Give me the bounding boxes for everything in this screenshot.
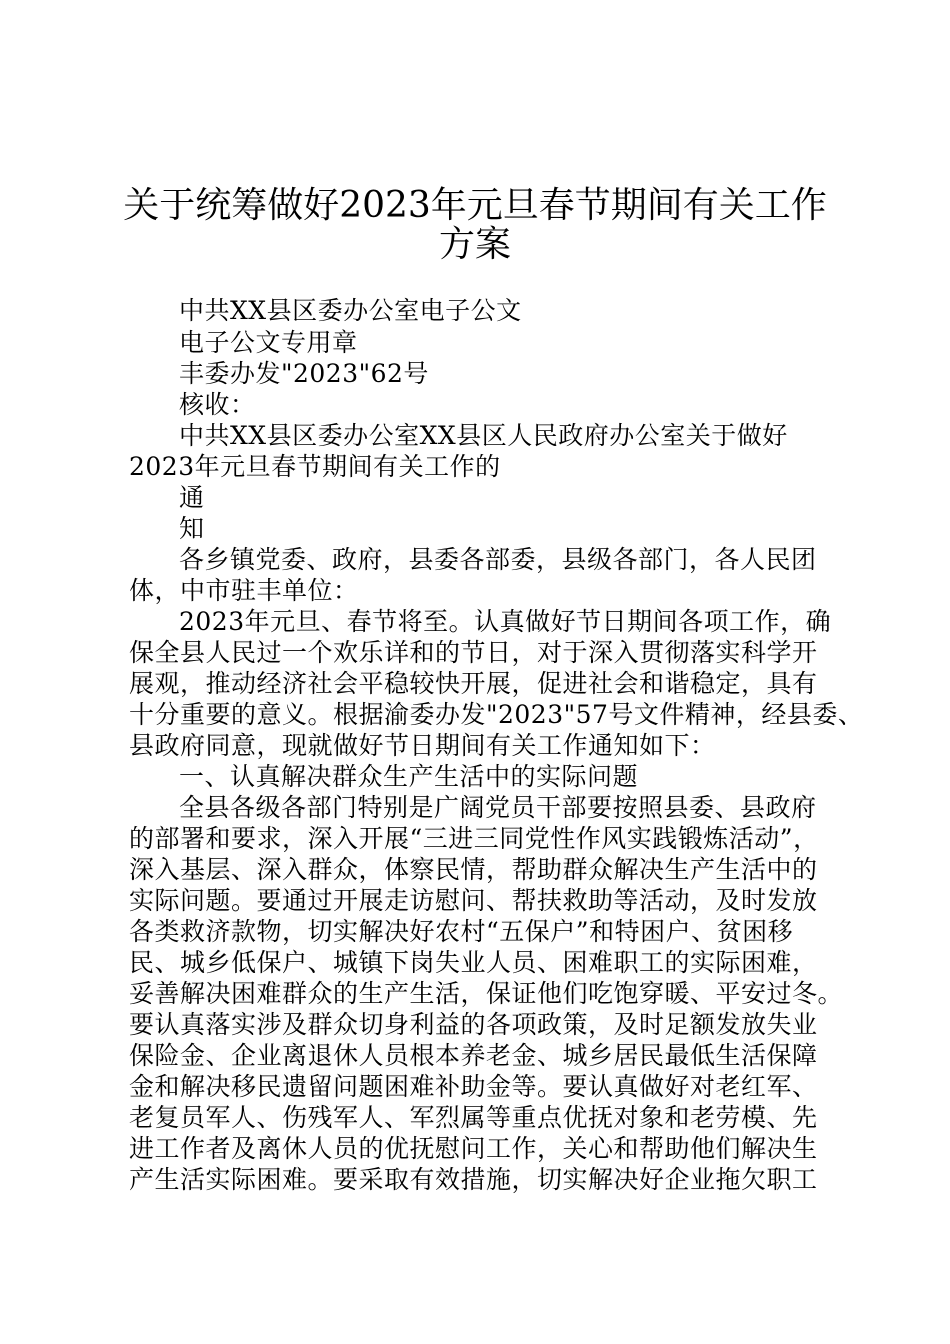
body-text-line: 老复员军人、伤残军人、军烈属等重点优抚对象和老劳模、先	[129, 1103, 818, 1132]
notice-heading-char-1: 通	[179, 483, 205, 512]
notice-heading-line-1: 中共XX县区委办公室XX县区人民政府办公室关于做好	[179, 421, 788, 450]
body-text-line: 十分重要的意义。根据渝委办发"2023"57号文件精神，经县委、	[129, 700, 864, 729]
body-text-line: 县政府同意，现就做好节日期间有关工作通知如下：	[129, 731, 716, 760]
section-heading: 一、认真解决群众生产生活中的实际问题	[179, 762, 639, 791]
body-text-line: 展观，推动经济社会平稳较快开展，促进社会和谐稳定，具有	[129, 669, 818, 698]
body-text-line: 产生活实际困难。要采取有效措施，切实解决好企业拖欠职工	[129, 1165, 818, 1194]
document-title-line-1: 关于统筹做好2023年元旦春节期间有关工作	[123, 185, 827, 226]
body-text-line: 2023年元旦、春节将至。认真做好节日期间各项工作，确	[179, 607, 832, 636]
seal-line: 电子公文专用章	[179, 328, 358, 357]
body-text-line: 民、城乡低保户、城镇下岗失业人员、困难职工的实际困难，	[129, 948, 818, 977]
body-text-line: 的部署和要求，深入开展“三进三同党性作风实践锻炼活动”，	[129, 824, 819, 853]
body-text-line: 要认真落实涉及群众切身利益的各项政策，及时足额发放失业	[129, 1010, 818, 1039]
body-text-line: 金和解决移民遗留问题困难补助金等。要认真做好对老红军、	[129, 1072, 818, 1101]
body-text-line: 深入基层、深入群众，体察民情，帮助群众解决生产生活中的	[129, 855, 818, 884]
body-text-line: 全县各级各部门特别是广阔党员干部要按照县委、县政府	[179, 793, 817, 822]
notice-heading-line-2: 2023年元旦春节期间有关工作的	[129, 452, 501, 481]
document-title-line-2: 方案	[438, 224, 511, 265]
verification-line: 核收：	[179, 390, 256, 419]
body-text-line: 实际问题。要通过开展走访慰问、帮扶救助等活动，及时发放	[129, 886, 818, 915]
recipients-line-2: 体，中市驻丰单位：	[129, 576, 359, 605]
body-text-line: 各类救济款物，切实解决好农村“五保户”和特困户、贫困移	[129, 917, 794, 946]
body-text-line: 进工作者及离休人员的优抚慰问工作，关心和帮助他们解决生	[129, 1134, 818, 1163]
body-text-line: 妥善解决困难群众的生产生活，保证他们吃饱穿暖、平安过冬。	[129, 979, 844, 1008]
issuer-line: 中共XX县区委办公室电子公文	[179, 296, 522, 325]
recipients-line-1: 各乡镇党委、政府，县委各部委，县级各部门，各人民团	[179, 545, 817, 574]
document-number: 丰委办发"2023"62号	[179, 359, 429, 388]
body-text-line: 保险金、企业离退休人员根本养老金、城乡居民最低生活保障	[129, 1041, 818, 1070]
notice-heading-char-2: 知	[179, 514, 205, 543]
body-text-line: 保全县人民过一个欢乐详和的节日，对于深入贯彻落实科学开	[129, 638, 818, 667]
